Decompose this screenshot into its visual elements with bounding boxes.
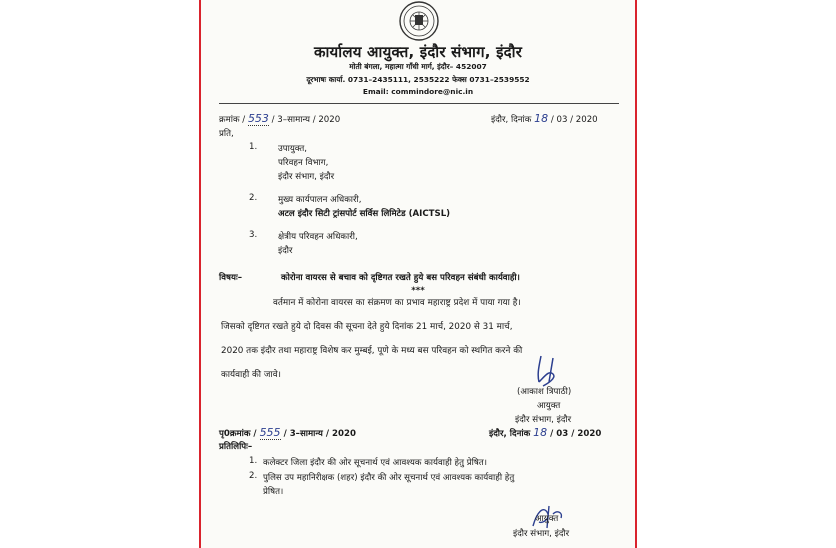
body-line-2: जिसको दृष्टिगत रखते हुये दो दिवस की सूचना देते हुये दिनांक 21 मार्च, 2020 से 31 मार्च, [221,322,513,332]
signature-1-office: इंदौर संभाग, इंदौर [515,415,572,425]
recipient-3-number: 3. [249,230,258,240]
office-email: Email: commindore@nic.in [362,87,474,96]
body-line-4: कार्यवाही की जावे। [221,370,281,380]
recipient-2-line-2: अटल इंदौर सिटी ट्रांसपोर्ट सर्विस लिमिटेड (AICTSL) [278,209,451,219]
ref2-date-label: इंदौर, दिनांक [489,429,531,439]
ref-date-label: इंदौर, दिनांक [491,115,532,125]
letter-page [201,0,635,548]
recipient-1-line-2: परिवहन विभाग, [278,158,329,168]
right-red-border [635,0,637,548]
recipient-3-line-1: क्षेत्रीय परिवहन अधिकारी, [278,232,358,242]
reference-date [491,112,598,125]
copy-2-line-2: प्रेषित। [263,487,284,497]
recipient-1-number: 1. [249,142,258,152]
header-rule [219,103,619,104]
signature-1-name: (आकाश त्रिपाठी) [517,387,572,397]
ref2-date-rest: / 03 / 2020 [550,429,602,439]
copy-1-number: 1. [249,456,258,466]
ref2-suffix: / 3–सामान्य / 2020 [283,429,356,439]
recipient-1-line-1: उपायुक्त, [278,144,308,154]
endorsement-date [489,426,601,439]
signature-1-designation: आयुक्त [537,401,561,411]
signature-2-designation: आयुक्त [535,514,559,524]
body-line-1: वर्तमान में कोरोना वायरस का संक्रमण का प्रभाव महाराष्ट्र प्रदेश में पाया गया है। [273,298,521,308]
office-phone: दूरभाषः कार्या. 0731–2435111, 2535222 फेक्स 0731–2539552 [306,75,530,84]
signature-2-office: इंदौर संभाग, इंदौर [513,529,570,539]
recipient-3-line-2: इंदौर [278,246,293,256]
recipient-2-line-1: मुख्य कार्यपालन अधिकारी, [278,195,362,205]
body-line-3: 2020 तक इंदौर तथा महाराष्ट्र विशेष कर मुम्बई, पूणे के मध्य बस परिवहन को स्थगित करने की [221,346,523,356]
copy-1-text: कलेक्टर जिला इंदौर की ओर सूचनार्थ एवं आवश्यक कार्यवाही हेतु प्रेषित। [263,458,487,468]
ref-prefix: क्रमांक / [219,115,246,125]
subject-text: कोरोना वायरस से बचाव को दृष्टिगत रखते हुये बस परिवहन संबंधी कार्यवाही। [281,273,520,283]
recipient-1-line-3: इंदौर संभाग, इंदौर [278,172,335,182]
subject-label: विषयः– [219,273,242,283]
recipient-2-number: 2. [249,193,258,203]
reference-number [219,112,340,126]
office-address: मोती बंगला, महात्मा गाँधी मार्ग, इंदौर– 452007 [349,62,487,71]
office-title: कार्यालय आयुक्त, इंदौर संभाग, इंदौर [313,43,523,61]
state-emblem-icon [397,0,441,42]
endorsement-number [219,426,356,440]
copy-2-line-1: पुलिस उप महानिरीक्षक (शहर) इंदौर की ओर सूचनार्थ एवं आवश्यक कार्यवाही हेतु [263,473,515,483]
ref2-handwritten-number: 555 [259,426,281,439]
ref-suffix: / 3–सामान्य / 2020 [271,115,341,125]
to-label: प्रति, [219,129,234,139]
copy-label: प्रतिलिपिः– [219,442,253,452]
ref-handwritten-number: 553 [247,112,269,125]
ref2-date-day: 18 [533,426,548,439]
ref-date-day: 18 [534,112,549,125]
ref2-prefix: पृ0क्रमांक / [219,429,257,439]
copy-2-number: 2. [249,471,258,481]
separator: *** [411,286,425,296]
ref-date-rest: / 03 / 2020 [550,115,598,125]
